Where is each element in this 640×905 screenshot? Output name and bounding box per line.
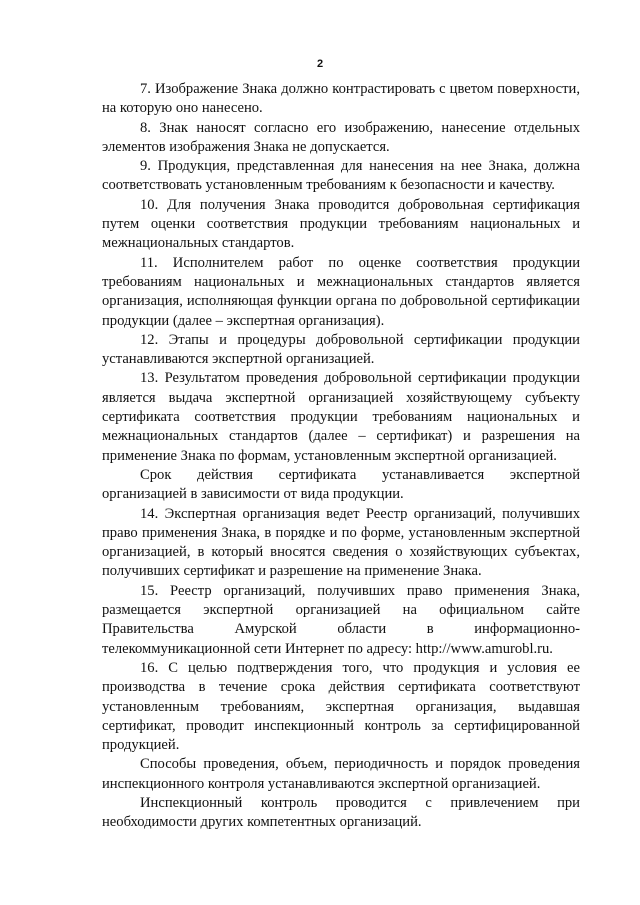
- paragraph-13: 13. Результатом проведения добровольной сертификации продукции является выдача экспертной организацией хозяйствующему субъекту сертификата соответствия продукции требованиям национальных и межнациональных стандартов (далее – сертификат) и разрешения на применение Знака по формам, установленным экспертной организацией.: [102, 370, 580, 464]
- paragraph-12: 12. Этапы и процедуры добровольной сертификации продукции устанавливаются экспертной организацией.: [102, 331, 580, 368]
- paragraph-11: 11. Исполнителем работ по оценке соответствия продукции требованиям национальных и межнациональных стандартов является организация, исполняющая функции органа по добровольной сертификации продукции (далее – экспертная организация).: [102, 254, 580, 329]
- paragraph-10: 10. Для получения Знака проводится добровольная сертификация путем оценки соответствия продукции требованиям национальных и межнациональных стандартов.: [102, 196, 580, 252]
- paragraph-15: 15. Реестр организаций, получивших право применения Знака, размещается экспертной организацией на официальном сайте Правительства Амурской области в информационно-телекоммуникационной сети Интернет по адресу: http://www.amurobl.ru.: [102, 582, 580, 657]
- paragraph-16: 16. С целью подтверждения того, что продукция и условия ее производства в течение срока действия сертификата соответствуют установленным требованиям, экспертная организация, выдавшая сертификат, проводит инспекционный контроль за сертифицированной продукцией.: [102, 659, 580, 754]
- page-number: 2: [316, 58, 324, 70]
- paragraph-7: 7. Изображение Знака должно контрастировать с цветом поверхности, на которую оно нанесено.: [102, 81, 580, 117]
- paragraph-13-term: Срок действия сертификата устанавливается экспертной организацией в зависимости от вида продукции.: [102, 466, 580, 503]
- document-body: [102, 80, 580, 833]
- paragraph-16-involvement: Инспекционный контроль проводится с привлечением при необходимости других компетентных организаций.: [102, 794, 580, 831]
- paragraph-9: 9. Продукция, представленная для нанесения на нее Знака, должна соответствовать установленным требованиям к безопасности и качеству.: [102, 158, 580, 194]
- paragraph-16-methods: Способы проведения, объем, периодичность и порядок проведения инспекционного контроля устанавливаются экспертной организацией.: [102, 756, 580, 792]
- paragraph-8: 8. Знак наносят согласно его изображению, нанесение отдельных элементов изображения Знака не допускается.: [102, 119, 580, 155]
- paragraph-14: 14. Экспертная организация ведет Реестр организаций, получивших право применения Знака, в порядке и по форме, установленным экспертной организацией, в который вносятся сведения о хозяйствующих субъектах, получивших сертификат и разрешение на применение Знака.: [102, 505, 580, 580]
